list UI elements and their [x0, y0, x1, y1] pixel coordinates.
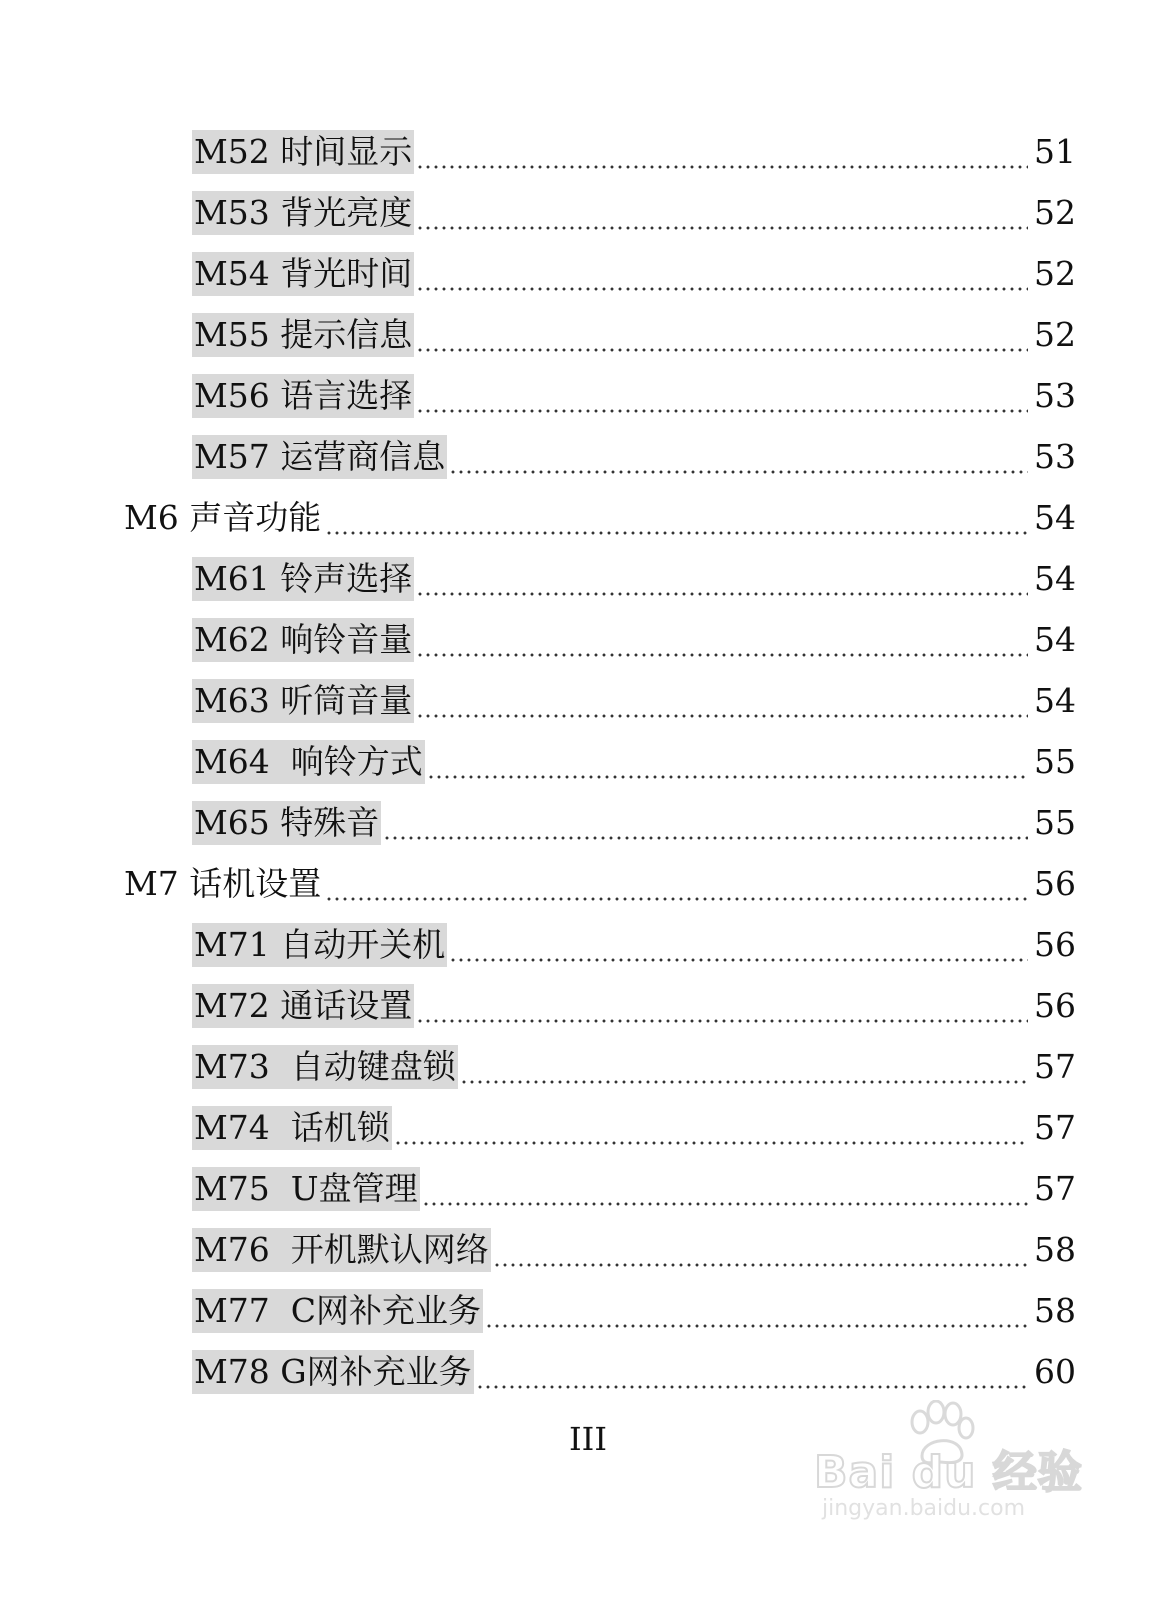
toc-entry-label: M75 U盘管理 — [192, 1167, 420, 1211]
toc-section-page: 56 — [1034, 864, 1076, 903]
toc-entry-label: M63 听筒音量 — [192, 679, 414, 723]
toc-entry-label: M76 开机默认网络 — [192, 1228, 491, 1272]
toc-entry — [0, 235, 1176, 296]
toc-entry-page: 52 — [1034, 193, 1076, 232]
toc-entry — [0, 906, 1176, 967]
dot-leader — [460, 1045, 1028, 1089]
toc-section-label: M7 话机设置 — [124, 864, 322, 903]
toc-entry-page: 57 — [1034, 1108, 1076, 1147]
toc-entry — [0, 601, 1176, 662]
dot-leader — [416, 679, 1028, 723]
dot-leader — [416, 252, 1028, 296]
toc-entry-label: M55 提示信息 — [192, 313, 414, 357]
toc-entry-page: 58 — [1034, 1291, 1076, 1330]
toc-entry-label: M56 语言选择 — [192, 374, 414, 418]
dot-leader — [485, 1289, 1028, 1333]
toc-entry-page: 56 — [1034, 925, 1076, 964]
dot-leader — [325, 496, 1028, 540]
toc-entry-page: 55 — [1034, 742, 1076, 781]
toc-entry-label: M61 铃声选择 — [192, 557, 414, 601]
toc-entry-label: M52 时间显示 — [192, 130, 414, 174]
toc-entry-label: M72 通话设置 — [192, 984, 414, 1028]
toc-entry — [0, 174, 1176, 235]
toc-entry-label: M73 自动键盘锁 — [192, 1045, 458, 1089]
toc-entry — [0, 784, 1176, 845]
baidu-jingyan-watermark — [814, 1400, 1084, 1530]
toc-entry — [0, 540, 1176, 601]
toc-entry — [0, 1333, 1176, 1394]
toc-entry-page: 58 — [1034, 1230, 1076, 1269]
toc-entry — [0, 1150, 1176, 1211]
dot-leader — [493, 1228, 1028, 1272]
toc-entry-page: 57 — [1034, 1047, 1076, 1086]
toc-entry-page: 56 — [1034, 986, 1076, 1025]
toc-entry-page: 52 — [1034, 254, 1076, 293]
toc-entry-label: M64 响铃方式 — [192, 740, 425, 784]
toc-entry-page: 57 — [1034, 1169, 1076, 1208]
dot-leader — [416, 374, 1028, 418]
toc-section — [0, 479, 1176, 540]
toc-entry-page: 55 — [1034, 803, 1076, 842]
dot-leader — [427, 740, 1028, 784]
toc-entry-label: M65 特殊音 — [192, 801, 381, 845]
dot-leader — [416, 191, 1028, 235]
toc-entry-label: M78 G网补充业务 — [192, 1350, 474, 1394]
table-of-contents — [0, 113, 1176, 1394]
dot-leader — [416, 130, 1028, 174]
toc-entry — [0, 662, 1176, 723]
toc-entry-label: M77 C网补充业务 — [192, 1289, 483, 1333]
dot-leader — [476, 1350, 1028, 1394]
toc-entry-page: 51 — [1034, 132, 1076, 171]
toc-entry-page: 54 — [1034, 681, 1076, 720]
toc-entry-page: 53 — [1034, 376, 1076, 415]
toc-entry — [0, 113, 1176, 174]
toc-entry-label: M62 响铃音量 — [192, 618, 414, 662]
toc-entry-label: M74 话机锁 — [192, 1106, 392, 1150]
toc-entry — [0, 418, 1176, 479]
toc-section-page: 54 — [1034, 498, 1076, 537]
toc-entry-page: 60 — [1034, 1352, 1076, 1391]
toc-entry-page: 52 — [1034, 315, 1076, 354]
toc-entry-label: M54 背光时间 — [192, 252, 414, 296]
toc-entry — [0, 1028, 1176, 1089]
dot-leader — [416, 557, 1028, 601]
toc-entry-label: M53 背光亮度 — [192, 191, 414, 235]
toc-entry — [0, 1089, 1176, 1150]
dot-leader — [449, 923, 1028, 967]
toc-entry-label: M71 自动开关机 — [192, 923, 447, 967]
toc-entry — [0, 1272, 1176, 1333]
dot-leader — [449, 435, 1028, 479]
dot-leader — [416, 313, 1028, 357]
toc-entry — [0, 723, 1176, 784]
toc-entry — [0, 967, 1176, 1028]
toc-entry — [0, 296, 1176, 357]
toc-section — [0, 845, 1176, 906]
dot-leader — [325, 862, 1028, 906]
toc-section-label: M6 声音功能 — [124, 498, 322, 537]
toc-entry-label: M57 运营商信息 — [192, 435, 447, 479]
dot-leader — [416, 618, 1028, 662]
toc-entry-page: 54 — [1034, 559, 1076, 598]
toc-entry — [0, 1211, 1176, 1272]
watermark-brand: Bai du 经验 — [814, 1447, 1083, 1498]
toc-entry-page: 54 — [1034, 620, 1076, 659]
toc-entry — [0, 357, 1176, 418]
toc-entry-page: 53 — [1034, 437, 1076, 476]
watermark-url: jingyan.baidu.com — [822, 1496, 1026, 1521]
dot-leader — [394, 1106, 1028, 1150]
dot-leader — [416, 984, 1028, 1028]
page-number: III — [569, 1420, 607, 1458]
dot-leader — [383, 801, 1028, 845]
dot-leader — [422, 1167, 1028, 1211]
